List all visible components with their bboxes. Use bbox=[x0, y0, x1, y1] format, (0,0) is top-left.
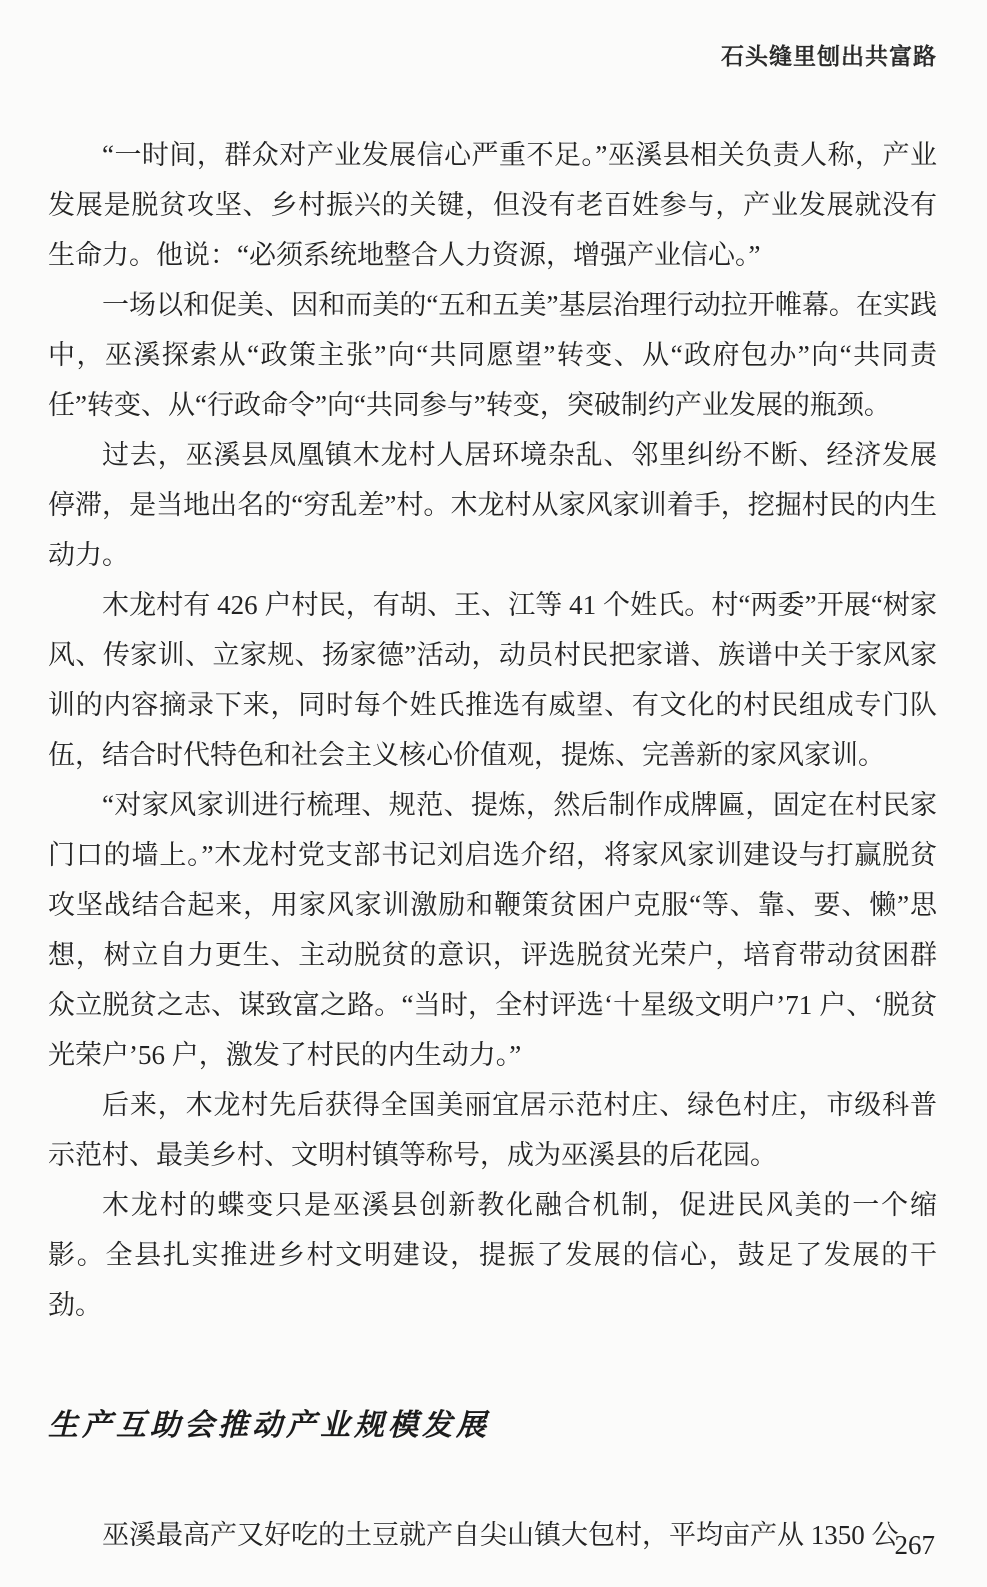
body-paragraph: “对家风家训进行梳理、规范、提炼，然后制作成牌匾，固定在村民家门口的墙上。”木龙村党支部书记刘启选介绍，将家风家训建设与打赢脱贫攻坚战结合起来，用家风家训激励和鞭策贫困户克服“等、靠、要、懒”思想，树立自力更生、主动脱贫的意识，评选脱贫光荣户，培育带动贫困群众立脱贫之志、谋致富之路。“当时，全村评选‘十星级文明户’71 户、‘脱贫光荣户’56 户，激发了村民的内生动力。” bbox=[48, 790, 937, 1070]
paragraph-list bbox=[48, 130, 937, 1330]
body-paragraph: 一场以和促美、因和而美的“五和五美”基层治理行动拉开帷幕。在实践中，巫溪探索从“政策主张”向“共同愿望”转变、从“政府包办”向“共同责任”转变、从“行政命令”向“共同参与”转变，突破制约产业发展的瓶颈。 bbox=[48, 290, 937, 420]
section-heading: 生产互助会推动产业规模发展 bbox=[48, 1409, 490, 1442]
body-paragraph: 木龙村的蝶变只是巫溪县创新教化融合机制，促进民风美的一个缩影。全县扎实推进乡村文明建设，提振了发展的信心，鼓足了发展的干劲。 bbox=[48, 1190, 937, 1320]
body-paragraph: 巫溪最高产又好吃的土豆就产自尖山镇大包村，平均亩产从 1350 公 bbox=[102, 1520, 899, 1550]
body-text bbox=[48, 130, 937, 1560]
body-paragraph: 后来，木龙村先后获得全国美丽宜居示范村庄、绿色村庄，市级科普示范村、最美乡村、文明村镇等称号，成为巫溪县的后花园。 bbox=[48, 1090, 937, 1170]
body-paragraph: “一时间，群众对产业发展信心严重不足。”巫溪县相关负责人称，产业发展是脱贫攻坚、乡村振兴的关键，但没有老百姓参与，产业发展就没有生命力。他说：“必须系统地整合人力资源，增强产业信心。” bbox=[48, 140, 937, 270]
body-paragraph: 过去，巫溪县凤凰镇木龙村人居环境杂乱、邻里纠纷不断、经济发展停滞，是当地出名的“穷乱差”村。木龙村从家风家训着手，挖掘村民的内生动力。 bbox=[48, 440, 937, 570]
paragraph-list-after-heading bbox=[48, 1510, 937, 1560]
running-header: 石头缝里刨出共富路 bbox=[721, 44, 937, 69]
body-paragraph: 木龙村有 426 户村民，有胡、王、江等 41 个姓氏。村“两委”开展“树家风、传家训、立家规、扬家德”活动，动员村民把家谱、族谱中关于家风家训的内容摘录下来，同时每个姓氏推选有威望、有文化的村民组成专门队伍，结合时代特色和社会主义核心价值观，提炼、完善新的家风家训。 bbox=[48, 590, 937, 770]
page-number: 267 bbox=[894, 1530, 935, 1560]
